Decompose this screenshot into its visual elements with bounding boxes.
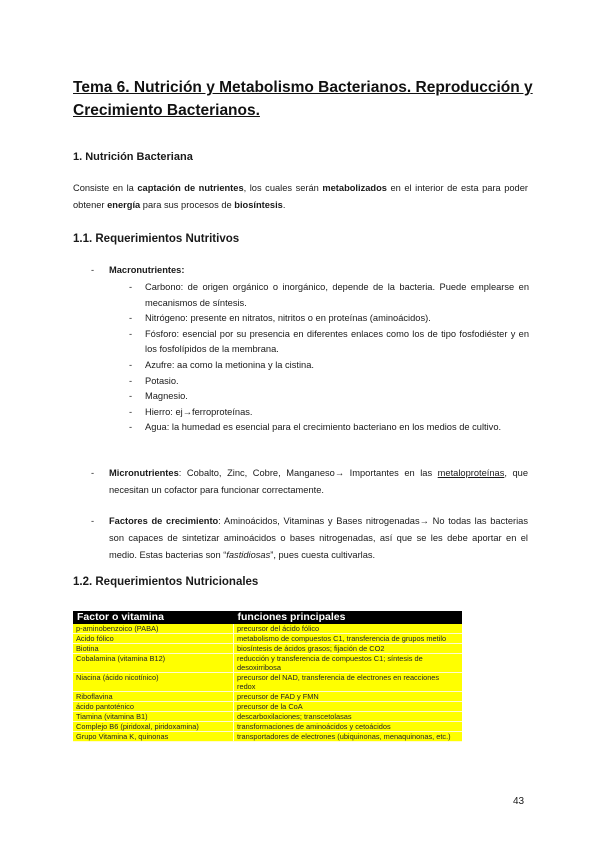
list-item-text: Nitrógeno: presente en nitratos, nitritos o en proteínas (aminoácidos). [145, 313, 431, 324]
factores-text-1: : Aminoácidos, Vitaminas y Bases nitrogenadas→ No todas las bacterias son capaces de sintetizar aminoácidos o bases nitrogenadas, así que se les debe aportar en el medio. Estas bacterias son “ [109, 516, 528, 560]
table-row [73, 722, 462, 732]
section-heading-nutricion: 1. Nutrición Bacteriana [73, 151, 193, 163]
table-cell-factor: p-aminobenzoico (PABA) [73, 624, 234, 634]
micronutrientes-text-2: , que necesitan un cofactor para funcionar correctamente. [109, 468, 528, 495]
table-header-factor: Factor o vitamina [73, 611, 234, 624]
factores-crecimiento-paragraph [109, 513, 528, 564]
metaloproteinas-term: metaloproteínas [437, 468, 505, 478]
table-row [73, 692, 462, 702]
table-cell-factor: Complejo B6 (piridoxal, piridoxamina) [73, 722, 234, 732]
intro-bold-3: energía [107, 200, 141, 210]
table-header-funciones: funciones principales [234, 611, 463, 624]
intro-text-5: . [282, 200, 286, 210]
list-item [109, 280, 529, 311]
micronutrientes-title: Micronutrientes [109, 468, 179, 478]
intro-paragraph [73, 180, 528, 214]
vitamins-table [73, 611, 462, 742]
table-cell-factor: Riboflavina [73, 692, 234, 702]
list-item [109, 420, 529, 436]
list-dash: - [129, 328, 133, 339]
table-cell-funcion: transformaciones de aminoácidos y cetoácidos [234, 722, 463, 732]
intro-text-4: para sus procesos de [140, 200, 235, 210]
table-cell-factor: Niacina (ácido nicotínico) [73, 673, 234, 692]
table-cell-funcion: descarboxilaciones; transcetolasas [234, 712, 463, 722]
table-cell-factor: Acido fólico [73, 634, 234, 644]
factores-crecimiento-title: Factores de crecimiento [109, 516, 219, 526]
table-cell-funcion: precursor de la CoA [234, 702, 463, 712]
macronutrientes-label [109, 262, 528, 279]
list-dash: - [91, 468, 95, 478]
table-cell-factor: Cobalamina (vitamina B12) [73, 654, 234, 673]
table-cell-factor: Tiamina (vitamina B1) [73, 712, 234, 722]
section-heading-requerimientos-nutricionales: 1.2. Requerimientos Nutricionales [73, 576, 259, 588]
intro-text-2: , los cuales serán [243, 183, 323, 193]
page-title: Tema 6. Nutrición y Metabolismo Bacterianos. Reproducción y Crecimiento Bacterianos. [73, 79, 533, 119]
list-dash: - [129, 313, 133, 324]
intro-text-1: Consiste en la [73, 183, 138, 193]
table-cell-factor: Grupo Vitamina K, quinonas [73, 732, 234, 742]
list-item [109, 389, 529, 405]
list-item-text: Potasio. [145, 375, 179, 386]
list-item [109, 358, 529, 374]
macronutrientes-list [109, 280, 529, 436]
table-cell-factor: Biotina [73, 644, 234, 654]
intro-bold-2: metabolizados [322, 183, 387, 193]
list-dash: - [91, 516, 95, 526]
table-cell-funcion: transportadores de electrones (ubiquinonas, menaquinonas, etc.) [234, 732, 463, 742]
list-item-text: Agua: la humedad es esencial para el crecimiento bacteriano en los medios de cultivo. [145, 422, 502, 433]
list-item [109, 405, 529, 421]
table-row [73, 712, 462, 722]
list-item [109, 374, 529, 390]
micronutrientes-paragraph [109, 465, 528, 499]
list-item [109, 327, 529, 358]
table-cell-funcion: metabolismo de compuestos C1, transferencia de grupos metilo [234, 634, 463, 644]
macronutrientes-title: Macronutrientes: [109, 265, 185, 275]
list-item-text: Carbono: de origen orgánico o inorgánico, depende de la bacteria. Puede emplearse en mecanismos de síntesis. [145, 282, 529, 308]
intro-text-3: en el interior de esta para poder obtener [73, 183, 528, 210]
table-row [73, 654, 462, 673]
list-dash: - [129, 391, 133, 402]
table-cell-funcion: biosíntesis de ácidos grasos; fijación de CO2 [234, 644, 463, 654]
table-row [73, 624, 462, 634]
section-heading-requerimientos-nutritivos: 1.1. Requerimientos Nutritivos [73, 233, 240, 245]
page-number: 43 [513, 796, 525, 807]
table-row [73, 702, 462, 712]
list-dash: - [129, 422, 133, 433]
list-dash: - [129, 375, 133, 386]
table-cell-funcion: precursor de FAD y FMN [234, 692, 463, 702]
list-dash: - [129, 282, 133, 292]
table-row [73, 634, 462, 644]
table-row [73, 732, 462, 742]
table-cell-funcion: reducción y transferencia de compuestos C1; síntesis de desoxirribosa [234, 654, 463, 673]
list-item-text: Fósforo: esencial por su presencia en diferentes enlaces como los de tipo fosfodiéster y en los fosfolípidos de la membrana. [145, 328, 529, 355]
list-dash: - [91, 265, 95, 275]
micronutrientes-text-1: : Cobalto, Zinc, Cobre, Manganeso→ Importantes en las [178, 468, 438, 478]
list-dash: - [129, 406, 133, 417]
list-item-text: Azufre: aa como la metionina y la cistina. [145, 359, 314, 370]
factores-text-2: ”, pues cuesta cultivarlas. [270, 550, 376, 560]
table-header-row [73, 611, 462, 624]
table-cell-factor: ácido pantoténico [73, 702, 234, 712]
table-row [73, 673, 462, 692]
intro-bold-4: biosíntesis [234, 200, 283, 210]
intro-bold-1: captación de nutrientes [137, 183, 244, 193]
list-dash: - [129, 359, 133, 370]
list-item-text: Magnesio. [145, 391, 188, 402]
table-row [73, 644, 462, 654]
table-cell-funcion: precursor del NAD, transferencia de electrones en reacciones redox [234, 673, 463, 692]
list-item-text: Hierro: ej→ferroproteínas. [145, 406, 253, 417]
table-cell-funcion: precursor del ácido fólico [234, 624, 463, 634]
list-item [109, 311, 529, 327]
fastidiosas-term: fastidiosas [226, 550, 271, 560]
